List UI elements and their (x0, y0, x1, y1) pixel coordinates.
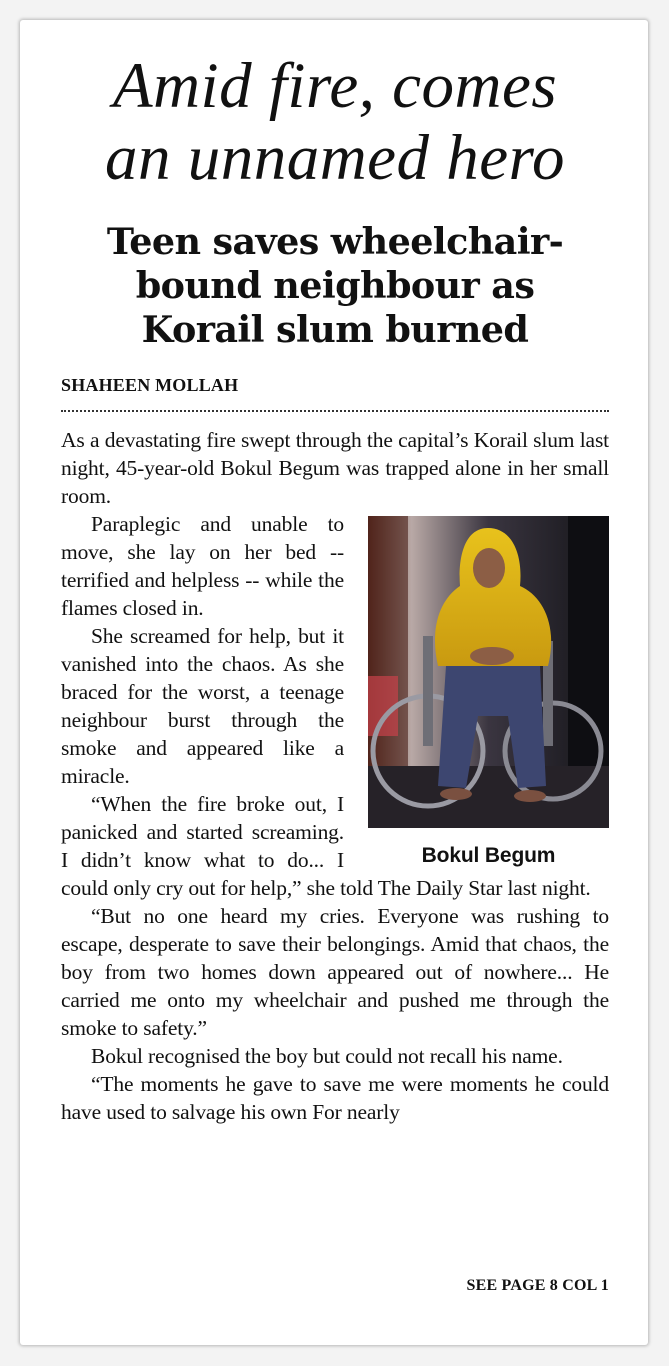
subhead-line-1: Teen saves wheelchair- (106, 220, 564, 263)
paragraph-7: “The moments he gave to save me were moments he could have used to salvage his own For nearly (61, 1072, 609, 1124)
paragraph-2: Paraplegic and unable to move, she lay on her bed -- terrified and helpless -- while the flames closed in. (61, 512, 344, 620)
paragraph-3: She screamed for help, but it vanished into the chaos. As she braced for the worst, a teenage neighbour burst through the smoke and appeared like a miracle. (61, 624, 344, 788)
article-body (61, 426, 609, 1126)
paragraph-1: As a devastating fire swept through the capital’s Korail slum last night, 45-year-old Bokul Begum was trapped alone in her small room. (61, 428, 609, 508)
headline-line-2: an unnamed hero (104, 122, 566, 194)
headline-line-1: Amid fire, comes (112, 50, 558, 122)
photo-block (368, 516, 609, 870)
article-photo (368, 516, 609, 828)
paragraph-4: “When the fire broke out, I panicked and started screaming. I didn’t know what to do... I could only cry out for help,” she told The Daily Star last night. (61, 792, 591, 900)
article-card (20, 20, 648, 1345)
dotted-divider (61, 410, 609, 412)
subhead-line-3: Korail slum burned (141, 308, 529, 351)
headline (61, 50, 609, 194)
photo-caption: Bokul Begum (421, 844, 556, 867)
continuation-link[interactable]: SEE PAGE 8 COL 1 (466, 1277, 609, 1294)
subhead-line-2: bound neighbour as (135, 264, 535, 307)
woman-in-wheelchair-photo (368, 516, 609, 828)
byline: SHAHEEN MOLLAH (61, 375, 239, 395)
paragraph-6: Bokul recognised the boy but could not recall his name. (91, 1044, 563, 1068)
paragraph-5: “But no one heard my cries. Everyone was rushing to escape, desperate to save their belongings. Amid that chaos, the boy from two homes down appeared out of nowhere... He carried me onto my wheelchair and pushed me through the smoke to safety.” (61, 904, 609, 1040)
subheadline (61, 220, 609, 352)
